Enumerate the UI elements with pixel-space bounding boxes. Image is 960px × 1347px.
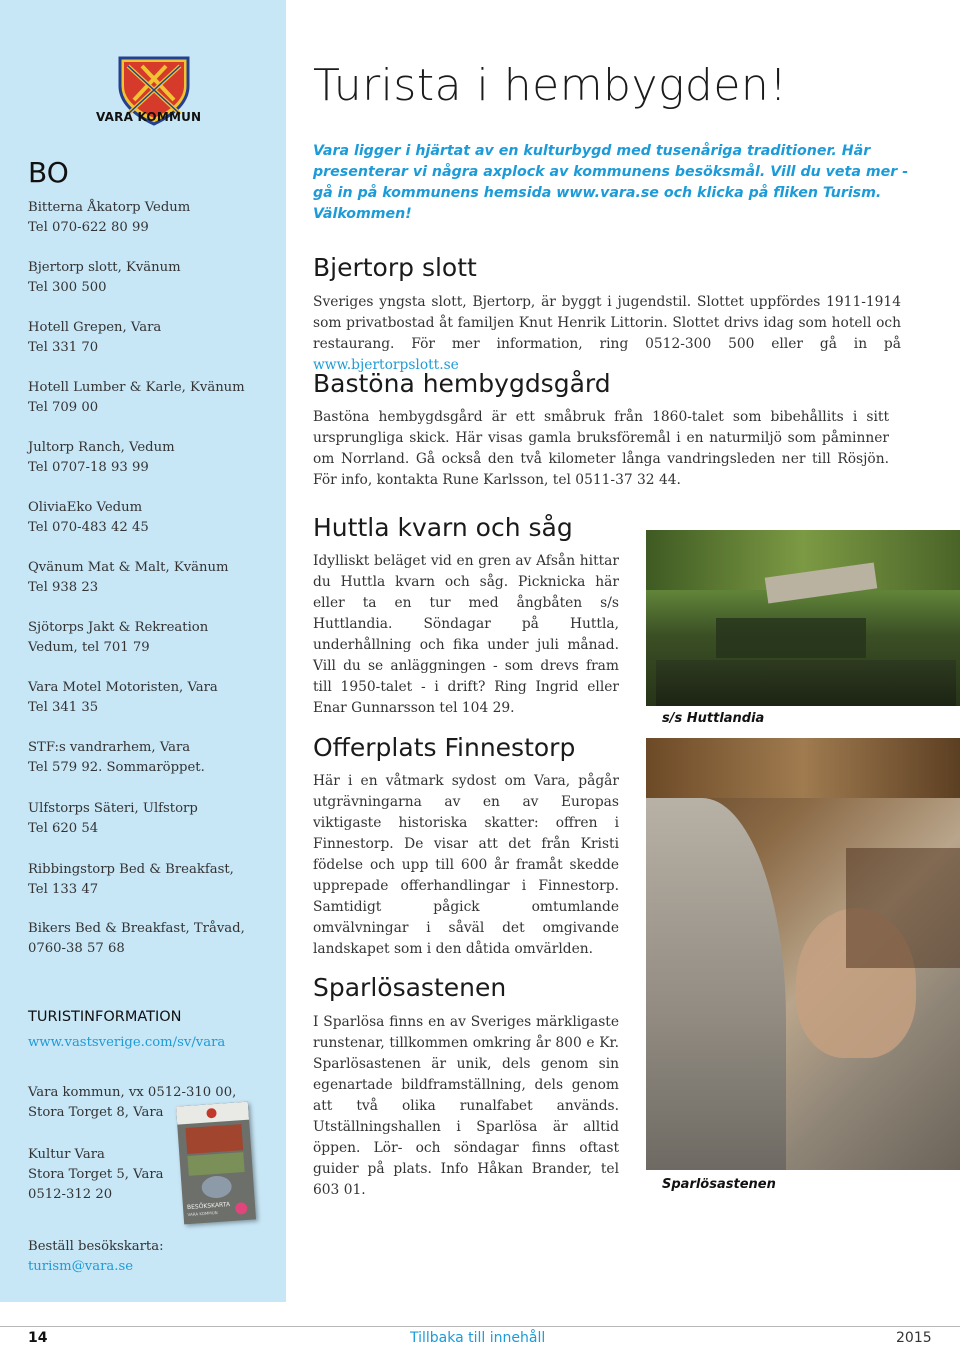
section-body: Idylliskt beläget vid en gren av Afsån hittar du Huttla kvarn och såg. Picknicka här eller ta en tur med ångbåten s/s Huttlandia. Söndagar på Huttla, underhållning och fika under juli månad. Vill du se anläggningen - som drevs fram till 1950-talet - i drift? Ring Ingrid eller Enar Gunnarsson tel 104 29. <box>313 553 619 716</box>
contact-kultur-vara: Kultur Vara Stora Torget 5, Vara 0512-312 20 <box>28 1147 164 1202</box>
contact-vara-kommun: Vara kommun, vx 0512-310 00, Stora Torget 8, Vara <box>28 1085 237 1120</box>
order-map: Beställ besökskarta: turism@vara.se <box>28 1237 164 1277</box>
accommodation-entry: Bikers Bed & Breakfast, Tråvad, 0760-38 57 68 <box>28 921 245 956</box>
accommodation-entry: OliviaEko Vedum Tel 070-483 42 45 <box>28 500 149 535</box>
bo-heading: BO <box>28 156 69 189</box>
order-email-link[interactable]: turism@vara.se <box>28 1259 134 1274</box>
accommodation-entry: Hotell Grepen, Vara Tel 331 70 <box>28 320 162 355</box>
caption-sparlosastenen: Sparlösastenen <box>662 1177 776 1192</box>
page-title: Turista i hembygden! <box>313 60 788 111</box>
huttlandia-photo <box>646 530 960 706</box>
footer-year: 2015 <box>896 1330 932 1346</box>
accommodation-entry: Hotell Lumber & Karle, Kvänum Tel 709 00 <box>28 380 245 415</box>
accommodation-entry: STF:s vandrarhem, Vara Tel 579 92. Sommaröppet. <box>28 740 205 775</box>
section-heading: Huttla kvarn och såg <box>313 513 573 542</box>
footer-divider <box>0 1326 960 1327</box>
accommodation-entry: Jultorp Ranch, Vedum Tel 0707-18 93 99 <box>28 440 175 475</box>
section-heading: Bjertorp slott <box>313 253 477 282</box>
section-body: Sveriges yngsta slott, Bjertorp, är byggt i jugendstil. Slottet uppfördes 1911-1914 som privatbostad åt familjen Knut Henrik Littorin. Slottet drivs idag som hotell och restaurang. För mer information, ring 0512-300 500 eller gå in på www.bjertorpslott.se <box>313 294 901 373</box>
accommodation-entry: Bjertorp slott, Kvänum Tel 300 500 <box>28 260 181 295</box>
brochure-subtitle: VARA KOMMUN <box>187 1210 218 1218</box>
bjertorp-link[interactable]: www.bjertorpslott.se <box>313 357 459 373</box>
brochure-title: BESÖKSKARTA <box>186 1201 231 1212</box>
turistinfo-link[interactable]: www.vastsverige.com/sv/vara <box>28 1035 226 1050</box>
section-body: I Sparlösa finns en av Sveriges märkligaste runstenar, tillkommen omkring år 800 e Kr. Sparlösastenen är unik, dels genom sin egenartade bildframställning, dels genom att två olika runalfabet används. Utställningshallen i Sparlösa är alltid öppen. Lör- och söndagar finns oftast guider på plats. Info Håkan Brander, tel 603 01. <box>313 1014 619 1198</box>
intro-text: Vara ligger i hjärtat av en kulturbygd med tusenåriga traditioner. Här presenterar vi några axplock av kommunens besöksmål. Vill du veta mer - gå in på kommunens hemsida www.vara.se och klicka på fliken Turism. Välkommen! <box>313 143 909 222</box>
logo-text: VARA KOMMUN <box>96 110 202 124</box>
brochure-image <box>176 1102 256 1225</box>
accommodation-entry: Qvänum Mat & Malt, Kvänum Tel 938 23 <box>28 560 229 595</box>
accommodation-entry: Vara Motel Motoristen, Vara Tel 341 35 <box>28 680 218 715</box>
section-heading: Sparlösastenen <box>313 973 507 1002</box>
accommodation-entry: Sjötorps Jakt & Rekreation Vedum, tel 701 79 <box>28 620 209 655</box>
page-number: 14 <box>28 1330 48 1346</box>
accommodation-entry: Bitterna Åkatorp Vedum Tel 070-622 80 99 <box>28 200 191 235</box>
back-to-contents-link[interactable]: Tillbaka till innehåll <box>410 1330 546 1346</box>
sparlosastenen-photo <box>646 738 960 1170</box>
section-heading: Offerplats Finnestorp <box>313 733 576 762</box>
section-heading: Bastöna hembygdsgård <box>313 369 611 398</box>
turistinformation-heading: TURISTINFORMATION <box>28 1009 182 1025</box>
accommodation-entry: Ulfstorps Säteri, Ulfstorp Tel 620 54 <box>28 801 198 836</box>
caption-huttlandia: s/s Huttlandia <box>662 711 765 726</box>
section-body: Bastöna hembygdsgård är ett småbruk från 1860-talet som bibehållits i sitt ursprungliga skick. Här visas gamla bruksföremål i en naturmiljö som påminner om Norrland. Gå också den två kilometer långa vandringsleden ner till Rösjön. För info, kontakta Rune Karlsson, tel 0511-37 32 44. <box>313 409 889 488</box>
accommodation-entry: Ribbingstorp Bed & Breakfast, Tel 133 47 <box>28 862 234 897</box>
section-body: Här i en våtmark sydost om Vara, pågår utgrävningarna av en av Europas viktigaste historiska skatter: offren i Finnestorp. De visar att det från Kristi födelse och upp till 600 år framåt skedde upprepade offerhandlingar i Finnestorp. Samtidigt pågick omtumlande omvälvningar i såväl det omgivande landskapet som i den dåtida omvärlden. <box>313 773 619 957</box>
